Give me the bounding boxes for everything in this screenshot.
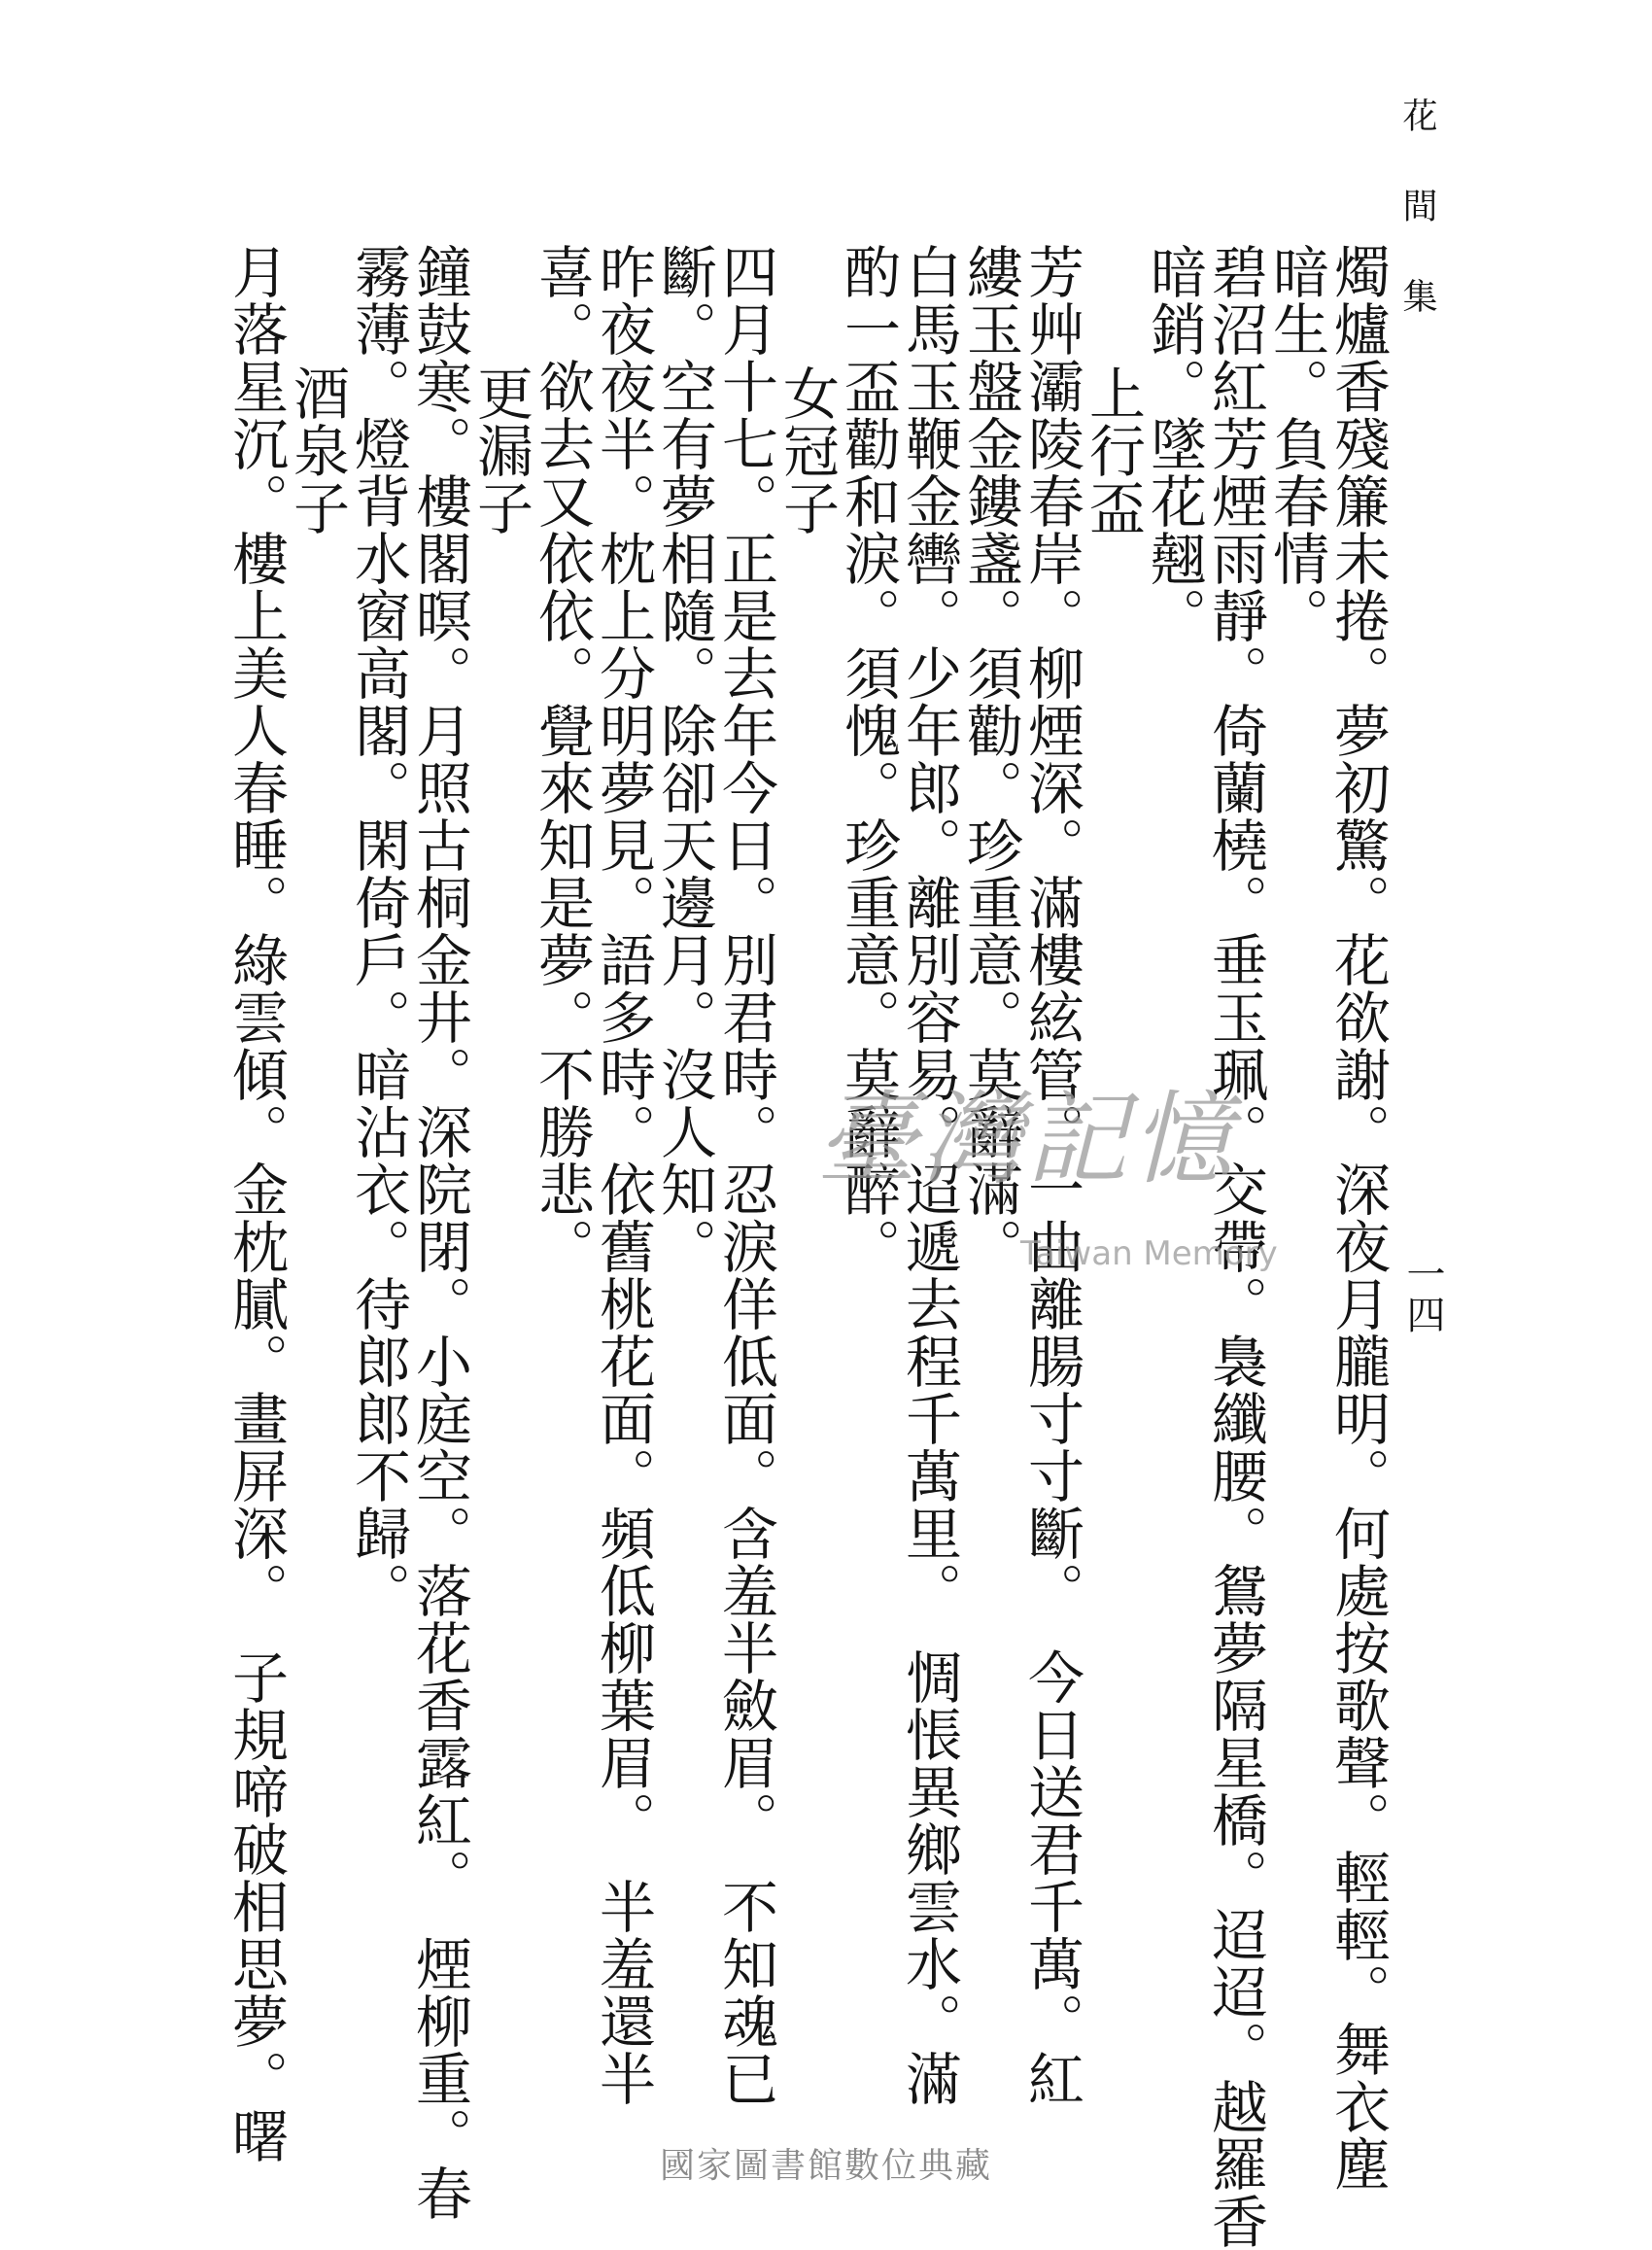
text-column-13: 昨夜夜半。枕上分明夢見。語多時。依舊桃花面。頻低柳葉眉。 半羞還半 [590, 243, 656, 2107]
text-column-8: 白馬玉鞭金轡。少年郎。離別容易。迢遞去程千萬里。 惆悵異鄉雲水。滿 [896, 243, 962, 2107]
text-column-6: 芳艸灞陵春岸。柳煙深。滿樓絃管。一曲離腸寸寸斷。 今日送君千萬。紅 [1018, 243, 1084, 2107]
poem-title-geng-lou-zi: 更漏子 [467, 364, 533, 537]
text-column-12: 斷。空有夢相隨。除卻天邊月。沒人知。 [651, 243, 717, 1275]
text-column-19: 月落星沉。樓上美人春睡。綠雲傾。金枕膩。畫屏深。 子規啼破相思夢。曙 [223, 243, 289, 2164]
text-column-11: 四月十七。正是去年今日。別君時。忍淚佯低面。含羞半斂眉。 不知魂已 [712, 243, 778, 2107]
text-column-17: 霧薄。燈背水窗高閣。閑倚戶。暗沾衣。待郎郎不歸。 [345, 243, 411, 1619]
poem-title-nu-guan-zi: 女冠子 [774, 364, 840, 537]
page-number: 一四 [1400, 1254, 1445, 1335]
footer-collection-label: 國家圖書館數位典藏 [659, 2146, 992, 2186]
text-column-4: 暗銷。墜花翹。 [1141, 243, 1207, 644]
text-column-2: 暗生。負春情。 [1263, 243, 1329, 644]
watermark-chinese: 臺灣記憶 [816, 1080, 1237, 1198]
text-column-14: 喜。欲去又依依。覺來知是夢。不勝悲。 [529, 243, 595, 1275]
text-column-3: 碧沼紅芳煙雨靜。倚蘭橈。垂玉珮。交帶。裊纖腰。鴛夢隔星橋。迢迢。越羅香 [1202, 243, 1268, 2250]
text-column-16: 鐘鼓寒。樓閣暝。月照古桐金井。深院閉。小庭空。落花香露紅。 煙柳重。春 [406, 243, 472, 2222]
watermark-english: Taiwan Memory [1020, 1234, 1278, 1273]
poem-title-jiu-quan-zi: 酒泉子 [284, 364, 350, 537]
text-column-7: 縷玉盤金鏤盞。須勸。珍重意。莫辭滿。 [957, 243, 1023, 1275]
book-title: 花 間 集 [1397, 97, 1437, 321]
text-column-1: 燭爐香殘簾未捲。夢初驚。花欲謝。深夜月朧明。何處按歌聲。輕輕。舞衣塵 [1325, 243, 1391, 2193]
text-column-9: 酌一盃勸和淚。須愧。珍重意。莫辭醉。 [835, 243, 901, 1275]
poem-title-shang-xing-bei: 上行盃 [1080, 364, 1146, 537]
